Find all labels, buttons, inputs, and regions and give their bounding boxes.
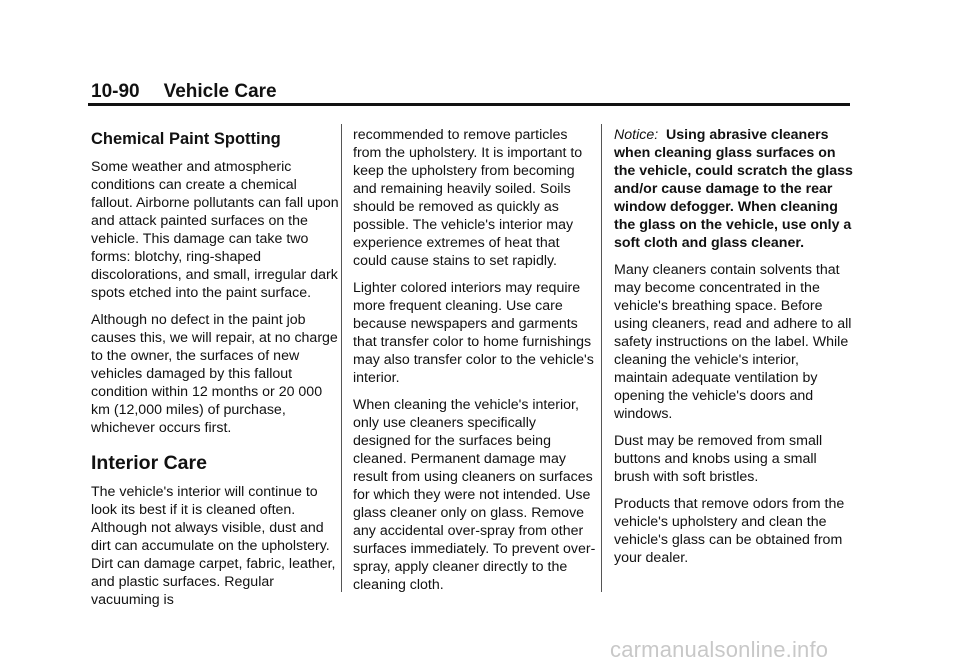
column-3 <box>614 126 854 576</box>
page-number: 10-90 <box>91 81 140 102</box>
paragraph: Products that remove odors from the vehicle's upholstery and clean the vehicle's glass can be obtained from your dealer. <box>614 496 845 566</box>
heading-interior-care: Interior Care <box>91 452 207 474</box>
page-header <box>91 80 277 104</box>
notice-box <box>614 126 854 252</box>
paragraph: recommended to remove particles from the upholstery. It is important to keep the upholstery from becoming and remaining heavily soiled. Soils should be removed as quickly as possible. The vehicle's interior may experience extremes of heat that could cause stains to set rapidly. <box>353 127 583 269</box>
column-1 <box>91 126 339 618</box>
header-rule <box>88 103 850 106</box>
paragraph: Many cleaners contain solvents that may become concentrated in the vehicle's breathing space. Before using cleaners, read and adhere to all safety instructions on the label. While cleaning the vehicle's interior, maintain adequate ventilation by opening the vehicle's doors and windows. <box>614 262 852 422</box>
paragraph: Some weather and atmospheric conditions can create a chemical fallout. Airborne pollutants can fall upon and attack painted surfaces on the vehicle. This damage can take two forms: blotchy, ring-shaped discolorations, and small, irregular dark spots etched into the paint surface. <box>91 159 339 301</box>
paragraph: When cleaning the vehicle's interior, only use cleaners specifically designed for the surfaces being cleaned. Permanent damage may result from using cleaners on surfaces for which they were not intended. Use glass cleaner only on glass. Remove any accidental over-spray from other surfaces immediately. To prevent over-spray, apply cleaner directly to the cleaning cloth. <box>353 397 596 593</box>
column-divider-2 <box>601 124 602 592</box>
column-2 <box>353 126 596 603</box>
heading-chemical-paint-spotting: Chemical Paint Spotting <box>91 130 281 148</box>
column-divider-1 <box>341 124 342 592</box>
paragraph: The vehicle's interior will continue to look its best if it is cleaned often. Although not always visible, dust and dirt can accumulate on the upholstery. Dirt can damage carpet, fabric, leather, and plastic surfaces. Regular vacuuming is <box>91 484 336 608</box>
notice-label: Notice: <box>614 127 659 143</box>
notice-text: Using abrasive cleaners when cleaning glass surfaces on the vehicle, could scratch the glass and/or cause damage to the rear window defogger. When cleaning the glass on the vehicle, use only a soft cloth and glass cleaner. <box>614 127 853 251</box>
paragraph: Lighter colored interiors may require more frequent cleaning. Use care because newspapers and garments that transfer color to home furnishings may also transfer color to the vehicle's interior. <box>353 280 594 386</box>
paragraph: Although no defect in the paint job causes this, we will repair, at no charge to the owner, the surfaces of new vehicles damaged by this fallout condition within 12 months or 20 000 km (12,000 miles) of purchase, whichever occurs first. <box>91 312 338 436</box>
watermark: carmanualsonline.info <box>610 637 829 662</box>
section-title: Vehicle Care <box>163 81 277 102</box>
paragraph: Dust may be removed from small buttons and knobs using a small brush with soft bristles. <box>614 433 823 485</box>
